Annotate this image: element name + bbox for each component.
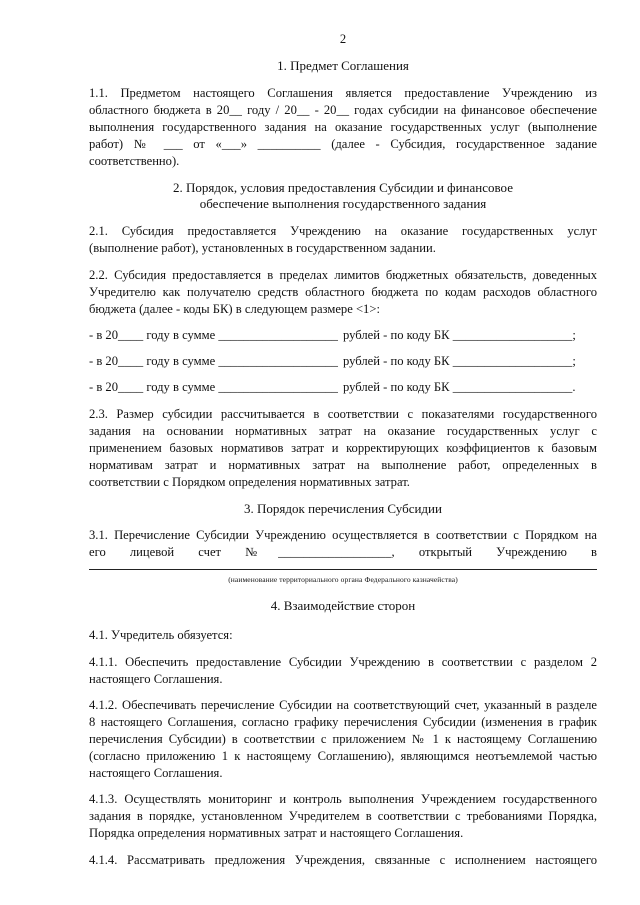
field-caption: (наименование территориального органа Федерального казначейства)	[228, 575, 458, 584]
amount-row	[89, 354, 597, 369]
section-2-title: обеспечение выполнения государственного задания	[199, 196, 487, 211]
amount-row-code: рублей - по коду БК ___________________;	[343, 328, 576, 342]
amount-row-code: рублей - по коду БК ___________________;	[343, 354, 576, 368]
section-3-title: 3. Порядок перечисления Субсидии	[244, 501, 442, 516]
paragraph-1-1-line: работ) № ___ от «___» __________ (далее - Субсидия, государственное задание	[89, 137, 597, 151]
section-4-title: 4. Взаимодействие сторон	[270, 598, 416, 613]
amount-row-year-sum: - в 20____ году в сумме ___________________	[89, 380, 338, 394]
amount-row-year-sum: - в 20____ году в сумме ___________________	[89, 354, 338, 368]
amount-row-code: рублей - по коду БК ___________________.	[343, 380, 576, 394]
paragraph-1-1-line: выполнения государственного задания на оказание государственных услуг (выполнение	[89, 120, 597, 134]
paragraph-1-1-line: областного бюджета в 20__ году / 20__ - 20__ годах субсидии на финансовое обеспечение	[89, 103, 597, 117]
paragraph-4-1-2-line: 4.1.2. Обеспечивать перечисление Субсидии на соответствующий счет, указанный в разделе	[89, 698, 597, 712]
amount-row-year-sum: - в 20____ году в сумме ___________________	[89, 328, 338, 342]
section-2-title: 2. Порядок, условия предоставления Субсидии и финансовое	[173, 180, 513, 195]
paragraph-2-3-line: применением базовых нормативов затрат и корректирующих коэффициентов к базовым	[89, 441, 597, 455]
paragraph-4-1-2-line: перечисления Субсидии) в соответствии с приложением № 1 к настоящему Соглашению	[89, 732, 597, 746]
paragraph-2-1-line: 2.1. Субсидия предоставляется Учреждению на оказание государственных услуг	[89, 224, 597, 238]
paragraph-4-1-2-line: настоящего Соглашения.	[89, 766, 223, 780]
section-1-title: 1. Предмет Соглашения	[277, 58, 409, 73]
paragraph-2-2-line: бюджета (далее - коды БК) в следующем размере <1>:	[89, 302, 380, 316]
paragraph-4-1-3-line: задания в порядке, установленном Учредителем в соответствии с требованиями Порядка,	[89, 809, 597, 823]
paragraph-1-1-line: соответственно).	[89, 154, 180, 168]
paragraph-4-1-4-line: 4.1.4. Рассматривать предложения Учреждения, связанные с исполнением настоящего	[89, 853, 597, 867]
paragraph-2-3-line: соответствии с Порядком определения нормативных затрат.	[89, 475, 410, 489]
paragraph-4-1-3-line: 4.1.3. Осуществлять мониторинг и контроль выполнения Учреждением государственного	[89, 792, 597, 806]
paragraph-2-3-line: 2.3. Размер субсидии рассчитывается в соответствии с показателями государственного	[89, 407, 597, 421]
paragraph-4-1-3-line: Порядка определения нормативных затрат и настоящего Соглашения.	[89, 826, 464, 840]
paragraph-4-1-2-line: 8 настоящего Соглашения, согласно графику перечисления Субсидии (изменения в график	[89, 715, 597, 729]
paragraph-2-2-line: 2.2. Субсидия предоставляется в пределах лимитов бюджетных обязательств, доведенных	[89, 268, 597, 282]
paragraph-1-1-line: 1.1. Предметом настоящего Соглашения является предоставление Учреждению из	[89, 86, 597, 100]
paragraph-4-1-1-line: настоящего Соглашения.	[89, 672, 223, 686]
paragraph-4-1-2-line: (согласно приложению 1 к настоящему Соглашению), являющимся неотъемлемой частью	[89, 749, 597, 763]
blank-line	[89, 569, 597, 570]
amount-row	[89, 380, 597, 395]
paragraph-2-3-line: задания на основании нормативных затрат на оказание государственных услуг с	[89, 424, 597, 438]
paragraph-2-1-line: (выполнение работ), установленных в государственном задании.	[89, 241, 436, 255]
paragraph-4-1: 4.1. Учредитель обязуется:	[89, 628, 233, 642]
paragraph-2-3-line: нормативам затрат и нормативных затрат на выполнение работ, определенных в	[89, 458, 597, 472]
paragraph-3-1-line: его лицевой счет №__________________, открытый Учреждению в	[89, 545, 597, 559]
paragraph-3-1-line: 3.1. Перечисление Субсидии Учреждению осуществляется в соответствии с Порядком на	[89, 528, 597, 542]
paragraph-4-1-1-line: 4.1.1. Обеспечить предоставление Субсидии Учреждению в соответствии с разделом 2	[89, 655, 597, 669]
amount-row	[89, 328, 597, 343]
page-number: 2	[339, 32, 347, 46]
paragraph-2-2-line: Учредителю как получателю средств областного бюджета по кодам расходов областного	[89, 285, 597, 299]
